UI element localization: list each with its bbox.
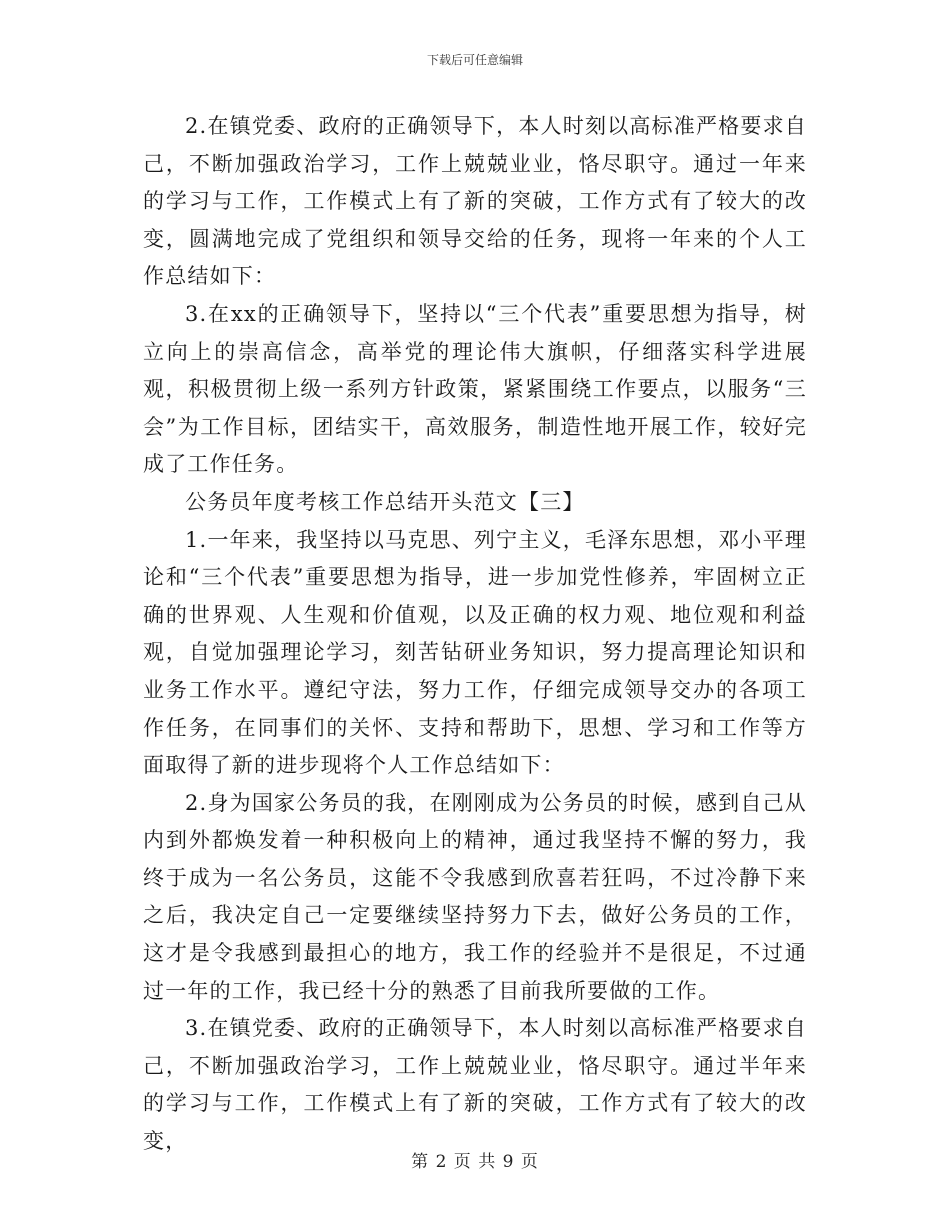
page-number: 第 2 页 共 9 页 <box>411 1152 539 1172</box>
page-header-note: 下载后可任意编辑 <box>426 53 523 67</box>
paragraph-2: 3.在xx的正确领导下，坚持以“三个代表”重要思想为指导，树立向上的崇高信念，高举党的理论伟大旗帜，仔细落实科学进展观，积极贯彻上级一系列方针政策，紧紧围绕工作要点，以服务“三会”为工作目标，团结实干，高效服务，制造性地开展工作，较好完成了工作任务。 <box>143 301 807 477</box>
document-body <box>143 108 807 1161</box>
paragraph-3: 1.一年来，我坚持以马克思、列宁主义，毛泽东思想，邓小平理论和“三个代表”重要思想为指导，进一步加党性修养，牢固树立正确的世界观、人生观和价值观，以及正确的权力观、地位观和利益观，自觉加强理论学习，刻苦钻研业务知识，努力提高理论知识和业务工作水平。遵纪守法，努力工作，仔细完成领导交办的各项工作任务，在同事们的关怀、支持和帮助下，思想、学习和工作等方面取得了新的进步现将个人工作总结如下： <box>143 527 807 778</box>
paragraph-1: 2.在镇党委、政府的正确领导下，本人时刻以高标准严格要求自己，不断加强政治学习，工作上兢兢业业，恪尽职守。通过一年来的学习与工作，工作模式上有了新的突破，工作方式有了较大的改变，圆满地完成了党组织和领导交给的任务，现将一年来的个人工作总结如下： <box>143 114 807 289</box>
section-heading: 公务员年度考核工作总结开头范文【三】 <box>185 489 585 514</box>
paragraph-4: 2.身为国家公务员的我，在刚刚成为公务员的时候，感到自己从内到外都焕发着一种积极向上的精神，通过我坚持不懈的努力，我终于成为一名公务员，这能不令我感到欣喜若狂吗，不过冷静下来之后，我决定自己一定要继续坚持努力下去，做好公务员的工作，这才是令我感到最担心的地方，我工作的经验并不是很足，不过通过一年的工作，我已经十分的熟悉了目前我所要做的工作。 <box>143 790 807 1003</box>
paragraph-5: 3.在镇党委、政府的正确领导下，本人时刻以高标准严格要求自己，不断加强政治学习，工作上兢兢业业，恪尽职守。通过半年来的学习与工作，工作模式上有了新的突破，工作方式有了较大的改变， <box>143 1016 807 1154</box>
